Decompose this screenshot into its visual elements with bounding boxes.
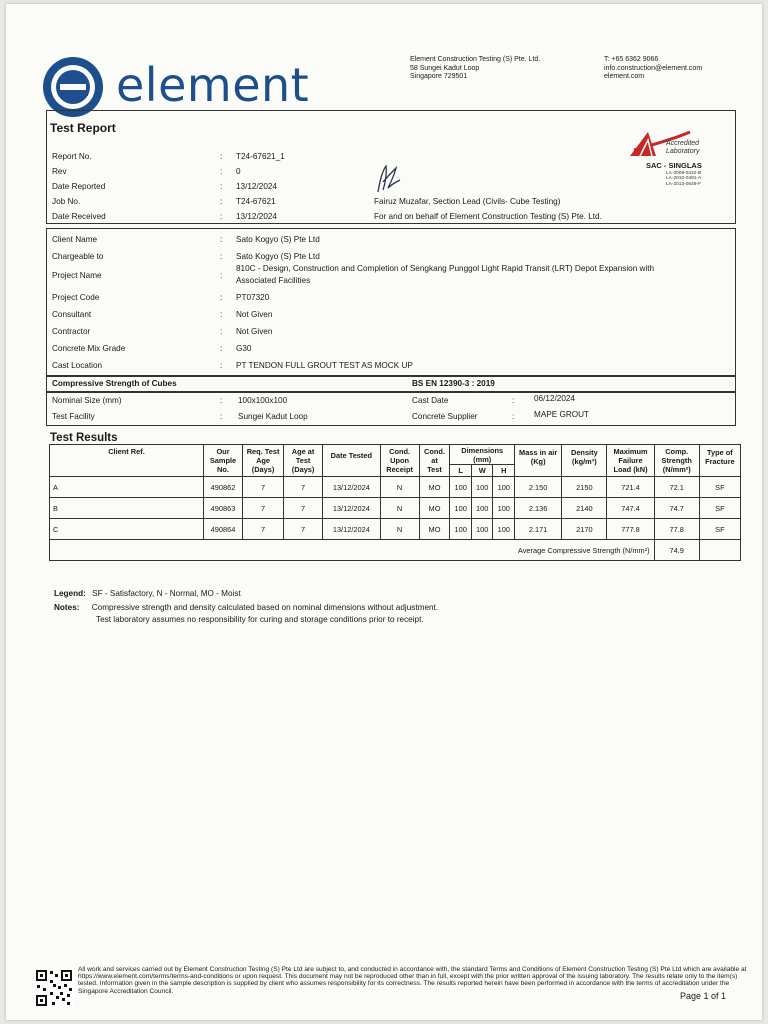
empty-cell <box>699 540 740 561</box>
average-label: Average Compressive Strength (N/mm²) <box>50 540 655 561</box>
colon: : <box>220 293 223 302</box>
cell-cond-test: MO <box>419 498 450 519</box>
cell-h: 100 <box>493 519 515 540</box>
client-name-label: Client Name <box>52 235 98 244</box>
company-address <box>410 56 540 82</box>
rev-label: Rev <box>52 167 67 176</box>
cell-density: 2170 <box>562 519 607 540</box>
strength-standard: BS EN 12390-3 : 2019 <box>412 379 495 388</box>
cell-sample: 490862 <box>204 477 243 498</box>
contact-website: element.com <box>604 73 645 80</box>
notes-label: Notes: <box>54 603 80 612</box>
date-received-label: Date Received <box>52 212 106 221</box>
colon: : <box>220 182 223 191</box>
date-received-value: 13/12/2024 <box>236 212 277 221</box>
header-dim-w: W <box>471 465 493 477</box>
rev-value: 0 <box>236 167 241 176</box>
colon: : <box>220 197 223 206</box>
colon: : <box>220 361 223 370</box>
accreditation-code: LA-2010-0481-A <box>666 176 702 182</box>
consultant-label: Consultant <box>52 310 92 319</box>
header-age-at-test: Age at Test (Days) <box>284 445 323 477</box>
test-facility-value: Sungei Kadut Loop <box>238 412 308 421</box>
cast-date-label: Cast Date <box>412 396 449 405</box>
cell-mass: 2.171 <box>515 519 562 540</box>
cell-req-age: 7 <box>243 519 284 540</box>
colon: : <box>512 412 515 421</box>
cell-cond-test: MO <box>419 519 450 540</box>
legend-text: SF - Satisfactory, N - Normal, MO - Moist <box>92 589 241 598</box>
strength-details-box <box>46 392 736 426</box>
table-header-row <box>50 445 741 465</box>
cell-l: 100 <box>450 519 472 540</box>
cell-mass: 2.136 <box>515 498 562 519</box>
cast-date-value: 06/12/2024 <box>534 394 575 403</box>
cast-location-value: PT TENDON FULL GROUT TEST AS MOCK UP <box>236 361 413 370</box>
supplier-value: MAPE GROUT <box>534 410 590 419</box>
chargeable-to-value: Sato Kogyo (S) Pte Ltd <box>236 252 320 261</box>
colon: : <box>512 396 515 405</box>
cell-sample: 490863 <box>204 498 243 519</box>
cell-cond-receipt: N <box>380 498 419 519</box>
header-mass: Mass in air (Kg) <box>515 445 562 477</box>
cell-l: 100 <box>450 477 472 498</box>
colon: : <box>220 252 223 261</box>
notes-line-1: Compressive strength and density calculated based on nominal dimensions without adjustment. <box>91 603 439 612</box>
report-no-label: Report No. <box>52 152 92 161</box>
project-code-value: PT07320 <box>236 293 270 302</box>
cell-load: 747.4 <box>607 498 654 519</box>
cell-strength: 77.8 <box>654 519 699 540</box>
contact-phone: T: +65 6362 9066 <box>604 56 659 63</box>
colon: : <box>220 327 223 336</box>
cell-mass: 2.150 <box>515 477 562 498</box>
colon: : <box>220 396 223 405</box>
cell-cond-test: MO <box>419 477 450 498</box>
element-logo-icon <box>42 56 104 118</box>
date-reported-value: 13/12/2024 <box>236 182 277 191</box>
header-cond-test: Cond. at Test <box>419 445 450 477</box>
supplier-label: Concrete Supplier <box>412 412 478 421</box>
address-line: 58 Sungei Kadut Loop <box>410 64 480 72</box>
header-dim-h: H <box>493 465 515 477</box>
cell-req-age: 7 <box>243 477 284 498</box>
test-facility-label: Test Facility <box>52 412 95 421</box>
accreditation-mark: SAC - SINGLAS <box>646 161 702 170</box>
job-no-value: T24-67621 <box>236 197 276 206</box>
legend-label: Legend: <box>54 589 86 598</box>
header-density: Density (kg/m³) <box>562 445 607 477</box>
cell-date: 13/12/2024 <box>323 477 380 498</box>
mix-grade-label: Concrete Mix Grade <box>52 344 126 353</box>
nominal-size-value: 100x100x100 <box>238 396 288 405</box>
contact-email: info.construction@element.com <box>604 64 703 72</box>
average-row <box>50 540 741 561</box>
contractor-value: Not Given <box>236 327 273 336</box>
client-name-value: Sato Kogyo (S) Pte Ltd <box>236 235 320 244</box>
average-value: 74.9 <box>654 540 699 561</box>
cell-density: 2140 <box>562 498 607 519</box>
nominal-size-label: Nominal Size (mm) <box>52 396 122 405</box>
colon: : <box>220 167 223 176</box>
cell-date: 13/12/2024 <box>323 519 380 540</box>
client-info-box <box>46 228 736 376</box>
signatory-name: Fairuz Muzafar, Section Lead (Civils- Cube Testing) <box>374 197 561 206</box>
notes <box>54 603 438 612</box>
contractor-label: Contractor <box>52 327 91 336</box>
cell-strength: 74.7 <box>654 498 699 519</box>
cell-age: 7 <box>284 477 323 498</box>
legend <box>54 589 241 598</box>
job-no-label: Job No. <box>52 197 81 206</box>
results-table <box>49 444 741 561</box>
strength-title: Compressive Strength of Cubes <box>52 379 177 388</box>
cell-w: 100 <box>471 477 493 498</box>
chargeable-to-label: Chargeable to <box>52 252 104 261</box>
brand-name: element <box>116 58 310 112</box>
table-row <box>50 519 741 540</box>
project-name-value-cont: Associated Facilities <box>236 276 311 285</box>
cell-fracture: SF <box>699 498 740 519</box>
qr-code-icon <box>34 968 74 1008</box>
header-date-tested: Date Tested <box>323 445 380 477</box>
cell-age: 7 <box>284 498 323 519</box>
notes-line-2: Test laboratory assumes no responsibility for curing and storage conditions prior to receipt. <box>96 615 424 624</box>
header-dimensions: Dimensions (mm) <box>450 445 515 465</box>
cell-load: 721.4 <box>607 477 654 498</box>
colon: : <box>220 152 223 161</box>
laboratory-label: Laboratory <box>666 147 700 155</box>
header-cond-receipt: Cond. Upon Receipt <box>380 445 419 477</box>
header-dim-l: L <box>450 465 472 477</box>
accreditation-code: LA-2013-0546-F <box>666 181 701 187</box>
company-contact <box>604 56 702 82</box>
cell-w: 100 <box>471 519 493 540</box>
colon: : <box>220 212 223 221</box>
header-client-ref: Client Ref. <box>50 445 204 477</box>
signature-icon <box>374 162 404 196</box>
mix-grade-value: G30 <box>236 344 252 353</box>
header-sample-no: Our Sample No. <box>204 445 243 477</box>
cell-density: 2150 <box>562 477 607 498</box>
accreditation-code: LA-2008-0422-B <box>666 171 702 176</box>
date-reported-label: Date Reported <box>52 182 106 191</box>
table-row <box>50 498 741 519</box>
header-req-age: Req. Test Age (Days) <box>243 445 284 477</box>
cell-ref: A <box>50 477 204 498</box>
cell-cond-receipt: N <box>380 519 419 540</box>
report-title: Test Report <box>50 121 116 135</box>
report-no-value: T24-67621_1 <box>236 152 285 161</box>
project-code-label: Project Code <box>52 293 100 302</box>
header-comp-strength: Comp. Strength (N/mm²) <box>654 445 699 477</box>
cell-cond-receipt: N <box>380 477 419 498</box>
consultant-value: Not Given <box>236 310 273 319</box>
accreditation-text <box>666 140 699 155</box>
address-line: Element Construction Testing (S) Pte. Ltd. <box>410 56 541 63</box>
cell-w: 100 <box>471 498 493 519</box>
page-number: Page 1 of 1 <box>680 991 727 1001</box>
colon: : <box>220 235 223 244</box>
cell-ref: C <box>50 519 204 540</box>
cell-age: 7 <box>284 519 323 540</box>
accreditation-codes <box>666 171 701 187</box>
cast-location-label: Cast Location <box>52 361 103 370</box>
colon: : <box>220 412 223 421</box>
colon: : <box>220 271 223 280</box>
cell-strength: 72.1 <box>654 477 699 498</box>
project-name-value: 810C - Design, Construction and Completion of Sengkang Punggol Light Rapid Transit (LRT) Depot Expansion with <box>236 264 655 273</box>
accredited-label: Accredited <box>666 140 700 147</box>
cell-l: 100 <box>450 498 472 519</box>
report-page <box>6 4 762 1020</box>
cell-date: 13/12/2024 <box>323 498 380 519</box>
cell-req-age: 7 <box>243 498 284 519</box>
cell-sample: 490864 <box>204 519 243 540</box>
on-behalf-text: For and on behalf of Element Construction Testing (S) Pte. Ltd. <box>374 212 602 221</box>
cell-load: 777.8 <box>607 519 654 540</box>
cell-h: 100 <box>493 498 515 519</box>
header-max-load: Maximum Failure Load (kN) <box>607 445 654 477</box>
table-row <box>50 477 741 498</box>
cell-ref: B <box>50 498 204 519</box>
cell-fracture: SF <box>699 477 740 498</box>
address-line: Singapore 729501 <box>410 73 468 80</box>
results-title: Test Results <box>50 432 118 444</box>
footer-disclaimer: All work and services carried out by Element Construction Testing (S) Pte Ltd are subject to, and conducted in accordance with, the standard Terms and Conditions of Element Construction Testing (S) Pte Ltd which are available at https://www.element.com/terms/terms-and-conditions or upon request. This document may not be reproduced other than in full, except with the prior written approval of the issuing laboratory. The results relate only to the item(s) tested. Information given in the sample description is supplied by client who assumes responsibility for its correctness. The results reported herein have been performed in accordance with the terms of accreditation under the Singapore Accreditation Council. <box>78 966 747 995</box>
colon: : <box>220 310 223 319</box>
project-name-label: Project Name <box>52 271 102 280</box>
header-fracture: Type of Fracture <box>699 445 740 477</box>
cell-h: 100 <box>493 477 515 498</box>
colon: : <box>220 344 223 353</box>
cell-fracture: SF <box>699 519 740 540</box>
